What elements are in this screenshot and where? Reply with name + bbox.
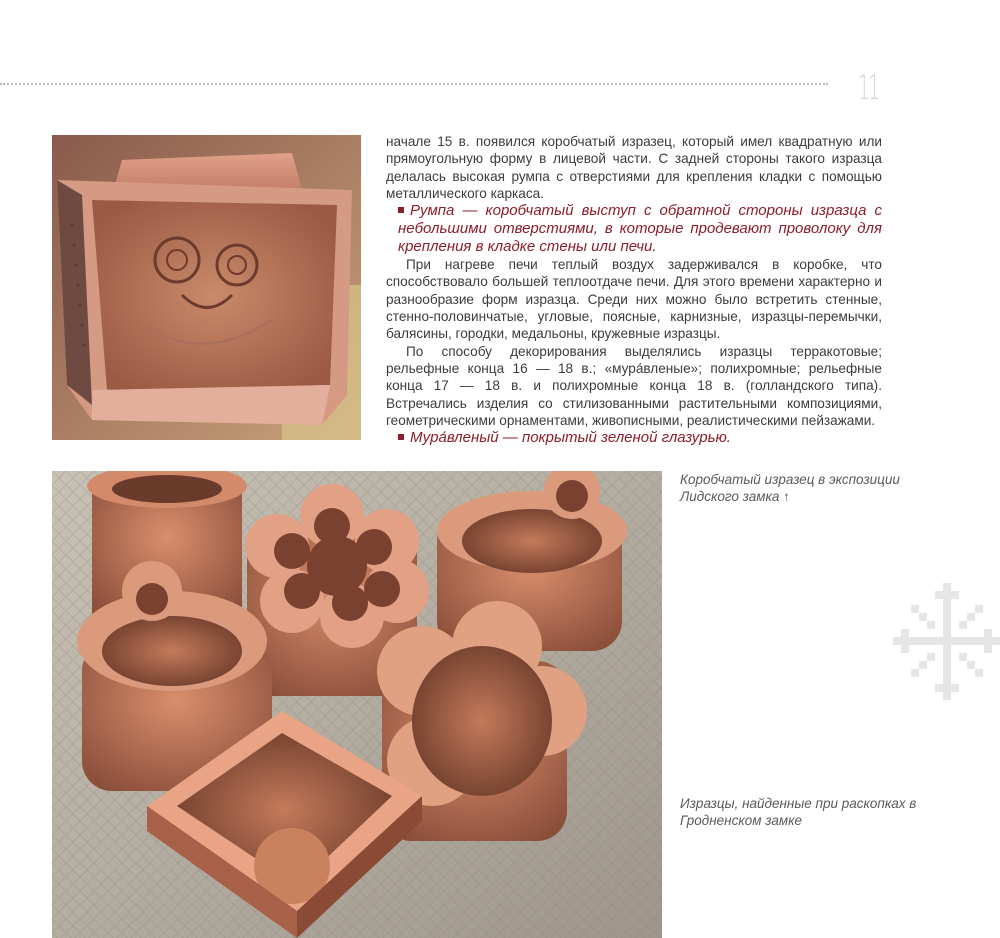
- caption-box-tile: Коробчатый изразец в экспозиции Лидского замка ↑: [680, 472, 900, 504]
- photo-excavated-tiles: [52, 471, 662, 938]
- photo-box-tile: [52, 135, 361, 440]
- paragraph-1: начале 15 в. появился коробчатый изразец, который имел квадратную или прямоугольную форму в лицевой части. С задней стороны такого изразца делалась высокая румпа с отверстиями для крепления кладки с помощью металлического каркаса.: [386, 134, 882, 201]
- bullet-icon: [398, 207, 404, 213]
- definition-rumpa: [386, 202, 882, 256]
- paragraph-2: При нагреве печи теплый воздух задерживался в коробке, что способствовало большей теплоотдаче печи. Для этого времени характерно и разнообразие форм изразца. Среди них можно было встретить стенные, стенно-половинчатые, угловые, поясные, карнизные, изразцы-перемычки, балясины, городки, медальоны, кружевные изразцы.: [386, 257, 882, 342]
- bullet-icon: [398, 434, 404, 440]
- page-number: 11: [858, 68, 879, 108]
- snowflake-ornament-icon: [893, 583, 1000, 700]
- paragraph-3: По способу декорирования выделялись изразцы терракотовые; рельефные конца 16 — 18 в.; «мура́вленые»; полихромные; рельефные конца 17 — 18 в. и полихромные конца 18 в. (голландского типа). Встречались изделия со стилизованными растительными композициями, геометрическими орнаментами, живописными, реалистическими пейзажами.: [386, 343, 882, 428]
- caption-excavated-tiles: Изразцы, найденные при раскопках в Гродненском замке: [680, 796, 917, 828]
- header-dotted-rule: [0, 83, 828, 85]
- definition-muravleny: [386, 429, 882, 447]
- definition-muravleny-text: Мура́вленый — покрытый зеленой глазурью.: [410, 429, 731, 447]
- body-text: [386, 133, 882, 447]
- definition-rumpa-text: Румпа — коробчатый выступ с обратной стороны изразца с небольшими отверстиями, в которые продевают проволоку для крепления в кладке стены или печи.: [398, 202, 882, 256]
